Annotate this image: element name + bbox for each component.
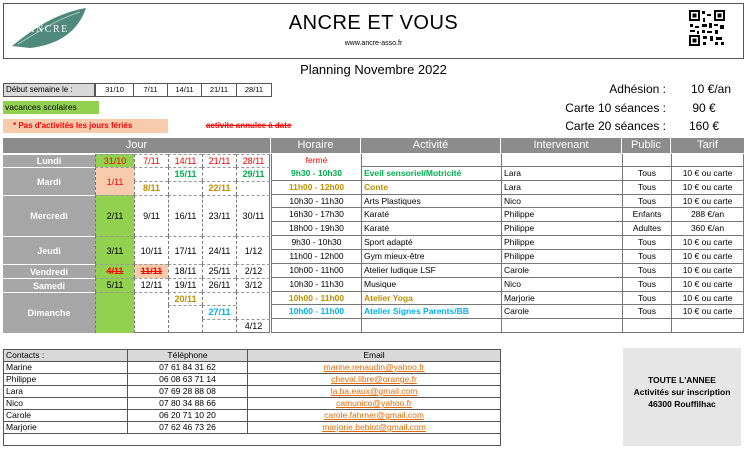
date-cell-empty xyxy=(95,292,134,333)
schedule-tarif-cell xyxy=(671,319,744,333)
site-title: ANCRE ET VOUS xyxy=(288,12,459,34)
schedule-horaire-cell: 10h00 - 11h00 xyxy=(271,292,361,305)
schedule-intervenant-cell: Lara xyxy=(501,181,622,195)
price-value-adhesion: 10 €/an xyxy=(690,82,732,96)
schedule-horaire-cell: 9h30 - 10h30 xyxy=(271,167,361,181)
date-cell-empty xyxy=(134,292,168,333)
schedule-tarif-cell: 360 €/an xyxy=(671,222,744,236)
date-cell: 2/12 xyxy=(236,264,270,278)
schedule-intervenant-cell: Philippe xyxy=(501,222,622,236)
date-cell: 8/11 xyxy=(134,181,168,195)
schedule-horaire-cell: 16h30 - 17h30 xyxy=(271,208,361,222)
date-cell: 4/11 xyxy=(95,264,134,278)
date-cell: 16/11 xyxy=(168,195,202,236)
date-cell: 27/11 xyxy=(202,305,236,319)
date-cell: 14/11 xyxy=(168,154,202,167)
schedule-public-cell xyxy=(622,154,671,167)
contact-phone: 06 20 71 10 20 xyxy=(127,410,247,422)
schedule-activite-cell: Conte xyxy=(361,181,501,195)
schedule-horaire-cell: 10h00 - 11h00 xyxy=(271,264,361,278)
price-label-carte10: Carte 10 séances : xyxy=(565,101,666,115)
date-cell-empty xyxy=(236,292,270,319)
schedule-intervenant-cell: Carole xyxy=(501,305,622,319)
date-cell: 25/11 xyxy=(202,264,236,278)
schedule-public-cell: Enfants xyxy=(622,208,671,222)
header-tarif: Tarif xyxy=(671,138,744,153)
date-cell: 11/11 xyxy=(134,264,168,278)
price-value-carte20: 160 € xyxy=(688,119,720,133)
schedule-intervenant-cell: Philippe xyxy=(501,236,622,250)
schedule-horaire-cell: 9h30 - 10h30 xyxy=(271,236,361,250)
schedule-public-cell: Tous xyxy=(622,236,671,250)
date-cell: 12/11 xyxy=(134,278,168,292)
planning-title: Planning Novembre 2022 xyxy=(300,62,447,77)
schedule-activite-cell: Sport adapté xyxy=(361,236,501,250)
schedule-public-cell: Tous xyxy=(622,250,671,264)
date-cell: 23/11 xyxy=(202,195,236,236)
schedule-intervenant-cell: Philippe xyxy=(501,250,622,264)
schedule-tarif-cell: 10 € ou carte xyxy=(671,195,744,208)
schedule-public-cell: Tous xyxy=(622,264,671,278)
date-cell-empty xyxy=(202,167,236,181)
contact-phone: 06 08 63 71 14 xyxy=(127,374,247,386)
schedule-intervenant-cell: Lara xyxy=(501,167,622,181)
price-label-carte20: Carte 20 séances : xyxy=(565,119,666,133)
date-cell-empty xyxy=(134,167,168,181)
contact-phone: 07 61 84 31 62 xyxy=(127,362,247,374)
date-cell: 19/11 xyxy=(168,278,202,292)
info-box xyxy=(623,348,741,446)
schedule-tarif-cell: 10 € ou carte xyxy=(671,278,744,292)
date-cell: 1/11 xyxy=(95,167,134,195)
contact-email-link[interactable]: carole.fahrner@gmail.com xyxy=(247,410,500,422)
info-line: Activités sur inscription xyxy=(633,387,731,397)
date-cell-empty xyxy=(168,181,202,195)
schedule-intervenant-cell xyxy=(501,319,622,333)
logo-text: ANCRE xyxy=(27,24,69,35)
contact-phone: 07 80 34 88 66 xyxy=(127,398,247,410)
week-start-date: 7/11 xyxy=(133,83,168,97)
schedule-horaire-cell: 10h30 - 11h30 xyxy=(271,195,361,208)
day-dimanche: Dimanche xyxy=(3,292,95,333)
schedule-public-cell: Tous xyxy=(622,195,671,208)
schedule-intervenant-cell: Carole xyxy=(501,264,622,278)
schedule-intervenant-cell xyxy=(501,154,622,167)
date-cell: 20/11 xyxy=(168,292,202,305)
day-vendredi: Vendredi xyxy=(3,264,95,278)
schedule-tarif-cell: 10 € ou carte xyxy=(671,305,744,319)
header-jour: Jour xyxy=(3,138,270,153)
schedule-intervenant-cell: Philippe xyxy=(501,208,622,222)
price-label-adhesion: Adhésion : xyxy=(609,82,666,96)
schedule-activite-cell: Eveil sensoriel/Motricité xyxy=(361,167,501,181)
date-cell: 21/11 xyxy=(202,154,236,167)
schedule-activite-cell: Atelier Signes Parents/BB xyxy=(361,305,501,319)
date-cell: 30/11 xyxy=(236,195,270,236)
schedule-activite-cell: Atelier ludique LSF xyxy=(361,264,501,278)
contact-email-link[interactable]: camunico@yahoo.fr xyxy=(247,398,500,410)
schedule-activite-cell: Arts Plastiques xyxy=(361,195,501,208)
week-start-date: 28/11 xyxy=(236,83,272,97)
schedule-activite-cell: Atelier Yoga xyxy=(361,292,501,305)
schedule-tarif-cell: 10 € ou carte xyxy=(671,264,744,278)
week-start-date: 21/11 xyxy=(201,83,237,97)
date-cell-empty xyxy=(168,305,202,333)
schedule-activite-cell xyxy=(361,154,501,167)
day-mercredi: Mercredi xyxy=(3,195,95,236)
header-public: Public xyxy=(622,138,670,153)
schedule-activite-cell: Karaté xyxy=(361,208,501,222)
contact-name: Marjorie xyxy=(4,422,127,434)
date-cell: 26/11 xyxy=(202,278,236,292)
schedule-horaire-cell xyxy=(271,319,361,333)
site-url[interactable]: www.ancre-asso.fr xyxy=(344,40,403,47)
schedule-activite-cell xyxy=(361,319,501,333)
schedule-horaire-cell: 18h00 - 19h30 xyxy=(271,222,361,236)
contact-name: Lara xyxy=(4,386,127,398)
schedule-horaire-cell: fermé xyxy=(271,154,361,167)
date-cell: 28/11 xyxy=(236,154,270,167)
date-cell: 3/11 xyxy=(95,236,134,264)
price-value-carte10: 90 € xyxy=(692,101,716,115)
date-cell-empty xyxy=(236,181,270,195)
legend-vacances: vacances scolaires xyxy=(3,101,99,114)
schedule-public-cell: Tous xyxy=(622,305,671,319)
contact-name: Nico xyxy=(4,398,127,410)
date-cell: 5/11 xyxy=(95,278,134,292)
contact-phone: 07 62 46 73 26 xyxy=(127,422,247,434)
date-cell: 22/11 xyxy=(202,181,236,195)
week-start-date: 31/10 xyxy=(95,83,134,97)
date-cell: 3/12 xyxy=(236,278,270,292)
header-horaire: Horaire xyxy=(271,138,360,153)
schedule-horaire-cell: 11h00 - 12h00 xyxy=(271,250,361,264)
contact-email-link[interactable]: cheval.libre@orange.fr xyxy=(247,374,500,386)
contact-name: Carole xyxy=(4,410,127,422)
day-mardi: Mardi xyxy=(3,167,95,195)
day-lundi: Lundi xyxy=(3,154,95,167)
schedule-activite-cell: Musique xyxy=(361,278,501,292)
schedule-horaire-cell: 11h00 - 12h00 xyxy=(271,181,361,195)
contacts-header-email: Email xyxy=(247,350,500,362)
schedule-tarif-cell: 10 € ou carte xyxy=(671,181,744,195)
date-cell: 4/12 xyxy=(236,319,270,333)
date-cell: 29/11 xyxy=(236,167,270,181)
date-cell: 15/11 xyxy=(168,167,202,181)
week-start-date: 14/11 xyxy=(167,83,202,97)
contact-name: Marine xyxy=(4,362,127,374)
contact-email-link[interactable]: marjorie.bebiot@gmail.com xyxy=(247,422,500,434)
week-start-label: Début semaine le : xyxy=(3,83,95,97)
schedule-tarif-cell: 10 € ou carte xyxy=(671,250,744,264)
day-jeudi: Jeudi xyxy=(3,236,95,264)
date-cell: 17/11 xyxy=(168,236,202,264)
schedule-horaire-cell: 10h00 - 11h00 xyxy=(271,305,361,319)
schedule-horaire-cell: 10h30 - 11h30 xyxy=(271,278,361,292)
contact-phone: 07 69 28 88 08 xyxy=(127,386,247,398)
date-cell: 24/11 xyxy=(202,236,236,264)
contacts-header-phone: Téléphone xyxy=(127,350,247,362)
schedule-tarif-cell: 10 € ou carte xyxy=(671,167,744,181)
schedule-public-cell: Tous xyxy=(622,167,671,181)
schedule-tarif-cell xyxy=(671,154,744,167)
schedule-intervenant-cell: Marjorie xyxy=(501,292,622,305)
schedule-public-cell: Adultes xyxy=(622,222,671,236)
schedule-activite-cell: Karaté xyxy=(361,222,501,236)
date-cell: 9/11 xyxy=(134,195,168,236)
legend-annulee: activite annulee à date xyxy=(206,121,292,130)
header-intervenant: Intervenant xyxy=(501,138,621,153)
contact-name: Philippe xyxy=(4,374,127,386)
schedule-activite-cell: Gym mieux-être xyxy=(361,250,501,264)
date-cell: 7/11 xyxy=(134,154,168,167)
date-cell: 1/12 xyxy=(236,236,270,264)
date-cell: 31/10 xyxy=(95,154,134,167)
schedule-intervenant-cell: Nico xyxy=(501,195,622,208)
schedule-intervenant-cell: Nico xyxy=(501,278,622,292)
schedule-public-cell: Tous xyxy=(622,292,671,305)
schedule-public-cell: Tous xyxy=(622,278,671,292)
header-activite: Activité xyxy=(361,138,500,153)
contacts-header-name: Contacts : xyxy=(4,350,127,362)
qr-code-icon xyxy=(688,9,726,47)
info-line: TOUTE L'ANNEE xyxy=(648,375,716,385)
schedule-public-cell xyxy=(622,319,671,333)
legend-feries: * Pas d'activités les jours fériés xyxy=(3,119,168,133)
date-cell-empty xyxy=(202,319,236,333)
contact-email-link[interactable]: la.ba.eaux@gmail.com xyxy=(247,386,500,398)
schedule-tarif-cell: 288 €/an xyxy=(671,208,744,222)
date-cell: 18/11 xyxy=(168,264,202,278)
schedule-tarif-cell: 10 € ou carte xyxy=(671,236,744,250)
date-cell-empty xyxy=(202,292,236,305)
day-samedi: Samedi xyxy=(3,278,95,292)
schedule-tarif-cell: 10 € ou carte xyxy=(671,292,744,305)
date-cell: 10/11 xyxy=(134,236,168,264)
info-line: 46300 Rouffilhac xyxy=(648,399,716,409)
date-cell: 2/11 xyxy=(95,195,134,236)
schedule-public-cell: Tous xyxy=(622,181,671,195)
contact-email-link[interactable]: marine.renaudin@yahoo.fr xyxy=(247,362,500,374)
